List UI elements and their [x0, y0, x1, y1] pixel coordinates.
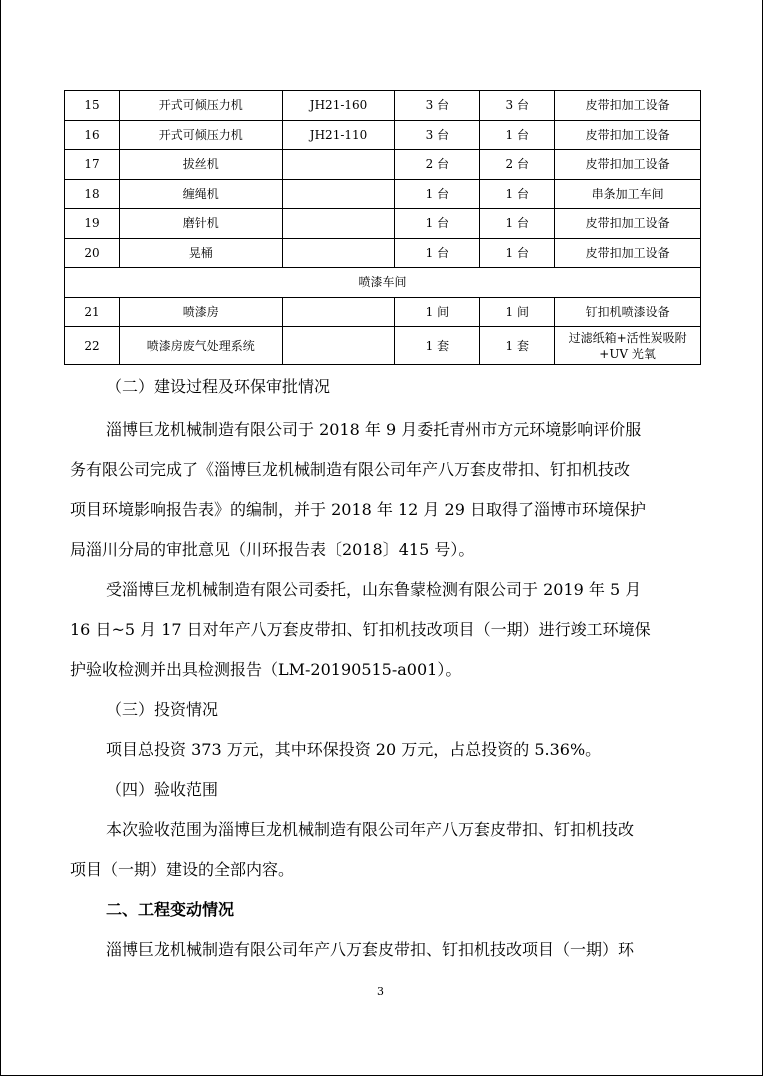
cell-name: 开式可倾压力机: [119, 120, 282, 150]
cell-note: 皮带扣加工设备: [555, 120, 701, 150]
heading-investment: （三）投资情况: [106, 700, 219, 719]
note-line-1: 过滤纸箱+活性炭吸附: [568, 330, 687, 345]
cell-actual: 3 台: [480, 91, 555, 121]
cell-note: 串条加工车间: [555, 179, 701, 209]
cell-model: [282, 209, 395, 239]
paragraph-1-line-1: 淄博巨龙机械制造有限公司于 2018 年 9 月委托青州市方元环境影响评价服: [106, 420, 642, 439]
cell-note: [555, 327, 701, 365]
cell-note: 皮带扣加工设备: [555, 209, 701, 239]
cell-model: JH21-110: [282, 120, 395, 150]
cell-actual: 1 台: [480, 238, 555, 268]
cell-model: [282, 179, 395, 209]
cell-name: 拔丝机: [119, 150, 282, 180]
heading-project-changes: 二、工程变动情况: [106, 900, 235, 919]
paragraph-4-line-2: 项目（一期）建设的全部内容。: [70, 860, 295, 879]
page-number: 3: [377, 985, 384, 998]
table-row: [65, 179, 701, 209]
cell-model: [282, 297, 395, 327]
cell-plan: 1 台: [395, 209, 480, 239]
cell-plan: 1 台: [395, 238, 480, 268]
cell-actual: 1 套: [480, 327, 555, 365]
table-section-row: [65, 268, 701, 298]
paragraph-5-line-1: 淄博巨龙机械制造有限公司年产八万套皮带扣、钉扣机技改项目（一期）环: [106, 940, 635, 959]
cell-no: 20: [65, 238, 120, 268]
equipment-table: [64, 90, 701, 365]
cell-model: [282, 238, 395, 268]
cell-actual: 2 台: [480, 150, 555, 180]
cell-name: 喷漆房废气处理系统: [119, 327, 282, 365]
cell-note: 皮带扣加工设备: [555, 238, 701, 268]
cell-plan: 3 台: [395, 91, 480, 121]
paragraph-3: 项目总投资 373 万元，其中环保投资 20 万元，占总投资的 5.36%。: [106, 740, 602, 759]
cell-plan: 3 台: [395, 120, 480, 150]
cell-model: JH21-160: [282, 91, 395, 121]
table-row: [65, 238, 701, 268]
heading-acceptance-scope: （四）验收范围: [106, 780, 219, 799]
heading-construction-process: （二）建设过程及环保审批情况: [106, 377, 331, 396]
cell-no: 16: [65, 120, 120, 150]
cell-actual: 1 间: [480, 297, 555, 327]
cell-actual: 1 台: [480, 209, 555, 239]
paragraph-2-line-3: 护验收检测并出具检测报告（LM-20190515-a001）。: [70, 660, 462, 679]
table-row: [65, 150, 701, 180]
cell-actual: 1 台: [480, 179, 555, 209]
cell-name: 磨针机: [119, 209, 282, 239]
cell-name: 开式可倾压力机: [119, 91, 282, 121]
cell-name: 晃桶: [119, 238, 282, 268]
cell-note: 皮带扣加工设备: [555, 150, 701, 180]
cell-note: 皮带扣加工设备: [555, 91, 701, 121]
table-row: [65, 297, 701, 327]
paragraph-2-line-1: 受淄博巨龙机械制造有限公司委托，山东鲁蒙检测有限公司于 2019 年 5 月: [106, 580, 642, 599]
cell-no: 22: [65, 327, 120, 365]
cell-name: 喷漆房: [119, 297, 282, 327]
cell-no: 15: [65, 91, 120, 121]
cell-model: [282, 150, 395, 180]
cell-no: 17: [65, 150, 120, 180]
cell-plan: 1 台: [395, 179, 480, 209]
section-title: 喷漆车间: [65, 268, 701, 298]
cell-plan: 1 套: [395, 327, 480, 365]
cell-note: 钉扣机喷漆设备: [555, 297, 701, 327]
table-row: [65, 120, 701, 150]
cell-plan: 2 台: [395, 150, 480, 180]
paragraph-1-line-3: 项目环境影响报告表》的编制，并于 2018 年 12 月 29 日取得了淄博市环境保护: [70, 500, 646, 519]
cell-no: 21: [65, 297, 120, 327]
cell-no: 19: [65, 209, 120, 239]
paragraph-2-line-2: 16 日~5 月 17 日对年产八万套皮带扣、钉扣机技改项目（一期）进行竣工环境保: [70, 620, 651, 639]
table-row: [65, 209, 701, 239]
paragraph-1-line-4: 局淄川分局的审批意见（川环报告表〔2018〕415 号）。: [70, 540, 475, 559]
note-line-2: +UV 光氧: [599, 346, 656, 361]
cell-name: 缠绳机: [119, 179, 282, 209]
paragraph-4-line-1: 本次验收范围为淄博巨龙机械制造有限公司年产八万套皮带扣、钉扣机技改: [106, 820, 635, 839]
cell-plan: 1 间: [395, 297, 480, 327]
cell-actual: 1 台: [480, 120, 555, 150]
cell-model: [282, 327, 395, 365]
cell-no: 18: [65, 179, 120, 209]
table-row: [65, 327, 701, 365]
table-row: [65, 91, 701, 121]
paragraph-1-line-2: 务有限公司完成了《淄博巨龙机械制造有限公司年产八万套皮带扣、钉扣机技改: [70, 460, 631, 479]
